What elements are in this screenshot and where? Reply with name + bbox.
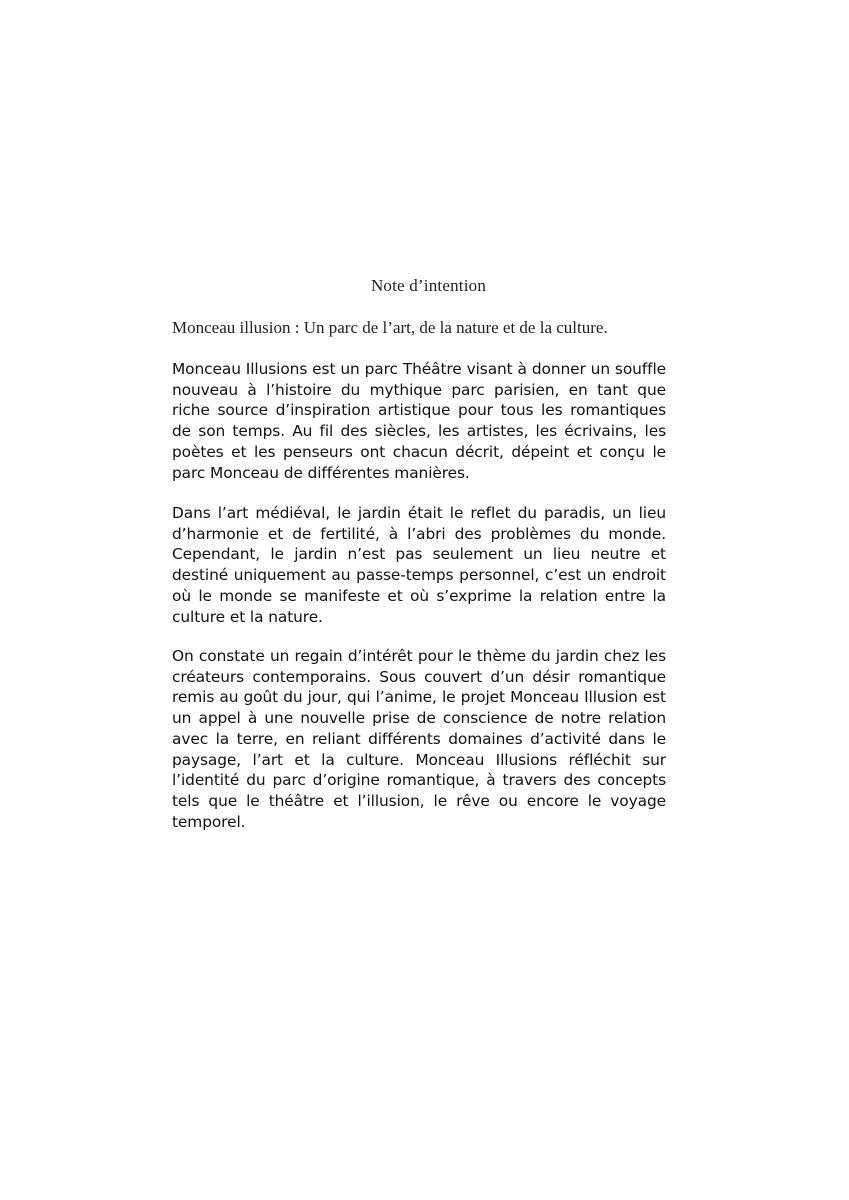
paragraph-3: On constate un regain d’intérêt pour le thème du jardin chez les créateurs contemporains. Sous couvert d’un désir romantique remis au goût du jour, qui l’anime, le projet Monceau Illusion est un appel à une nouvelle prise de conscience de notre relation avec la terre, en reliant différents domaines d’activité dans le paysage, l’art et la culture. Monceau Illusions réfléchit sur l’identité du parc d’origine romantique, à travers des concepts tels que le théâtre et l’illusion, le rêve ou encore le voyage temporel. xyxy=(172,647,666,831)
page-subtitle: Monceau illusion : Un parc de l’art, de la nature et de la culture. xyxy=(172,318,608,337)
paragraph-1: Monceau Illusions est un parc Théâtre visant à donner un souffle nouveau à l’histoire du mythique parc parisien, en tant que riche source d’inspiration artistique pour tous les romantiques de son temps. Au fil des siècles, les artistes, les écrivains, les poètes et les penseurs ont chacun décrit, dépeint et conçu le parc Monceau de différentes manières. xyxy=(172,360,666,482)
paragraph-2: Dans l’art médiéval, le jardin était le reflet du paradis, un lieu d’harmonie et de fertilité, à l’abri des problèmes du monde. Cependant, le jardin n’est pas seulement un lieu neutre et destiné uniquement au passe-temps personnel, c’est un endroit où le monde se manifeste et où s’exprime la relation entre la culture et la nature. xyxy=(172,504,666,626)
page-title: Note d’intention xyxy=(370,276,487,295)
